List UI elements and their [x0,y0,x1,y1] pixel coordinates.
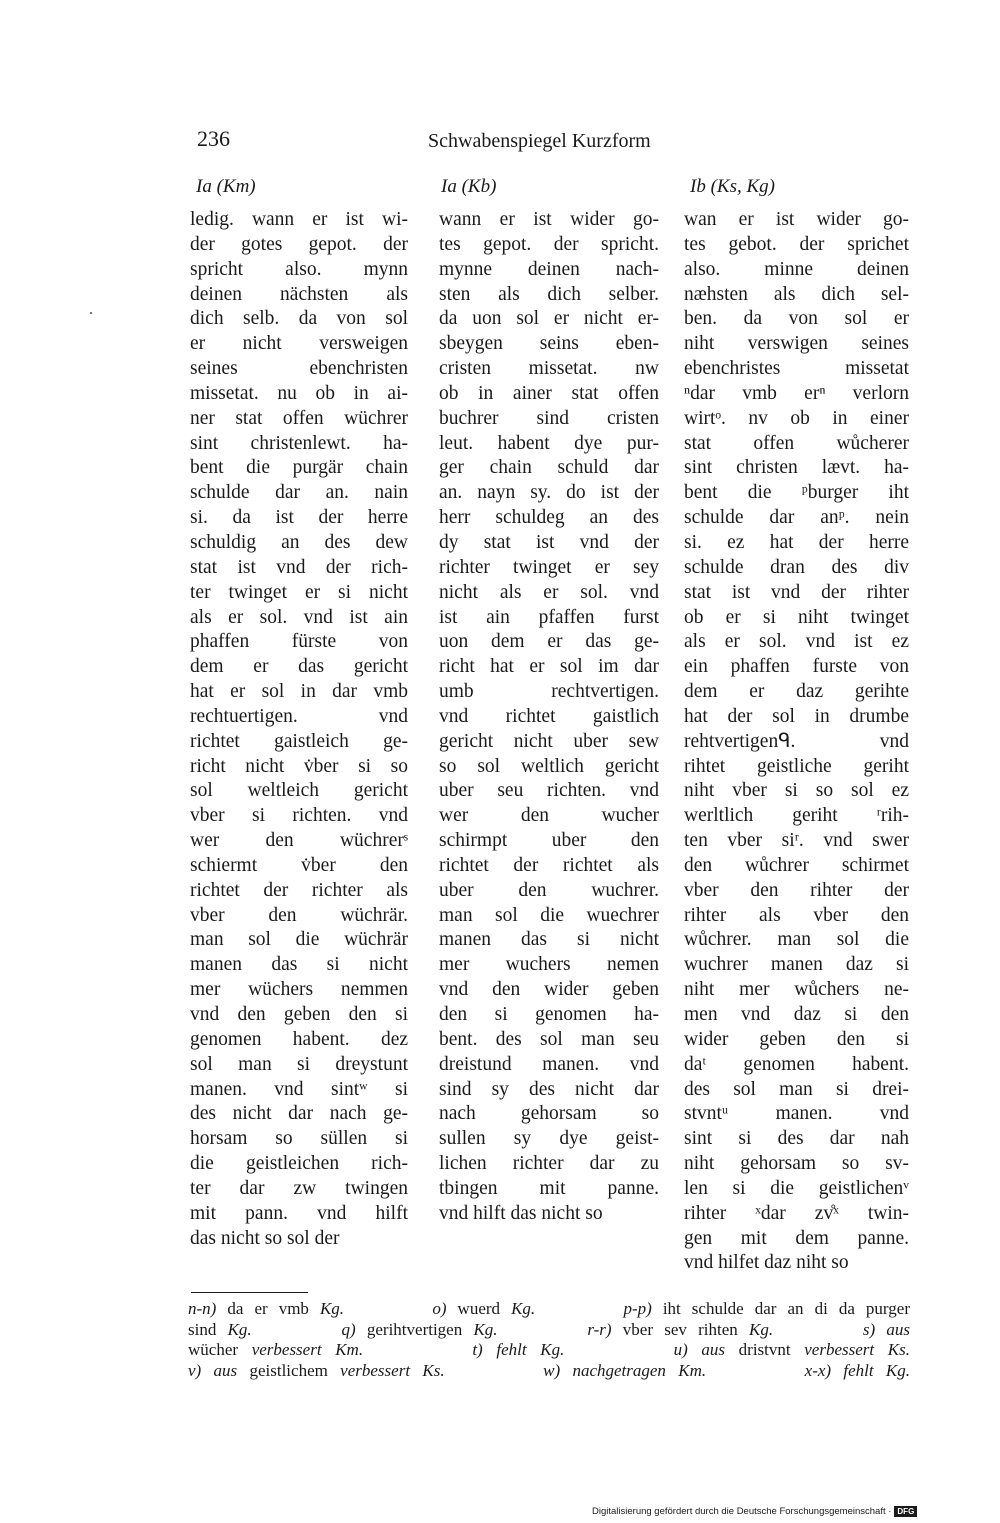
text-line: niht vber si so sol ez [684,780,909,802]
footnote-segment: Kg. [473,1319,498,1339]
text-line: ⁿdar vmb erⁿ verlorn [684,382,909,404]
text-line: er nicht versweigen [190,333,408,355]
text-line: werltlich geriht ʳrih- [684,805,909,827]
text-line: sol weltleich gericht [190,780,408,802]
footnote-segment: dristvnt [725,1340,805,1359]
text-line: deinen nächsten als [190,283,408,305]
dfg-logo: DFG [894,1506,917,1517]
column-ib-ks-kg [684,208,909,1276]
text-line: das nicht so sol der [190,1227,340,1249]
text-line: manen das si nicht [190,954,408,976]
text-line: vnd hilfet daz niht so [684,1252,849,1274]
column-heading-ia-kb: Ia (Kb) [441,176,497,197]
text-line: stat ist vnd der rihter [684,581,909,603]
page-number: 236 [197,126,230,151]
text-line: ner stat offen wüchrer [190,407,408,429]
text-line: niht mer wůchers ne- [684,979,909,1001]
text-line: si. ez hat der herre [684,531,909,553]
text-line: men vnd daz si den [684,1004,909,1025]
text-line: mer wüchers nemmen [190,979,408,1001]
footnote-rule [191,1292,308,1293]
text-line: den si genomen ha- [439,1004,659,1025]
text-line: nicht als er sol. vnd [439,581,659,603]
scan-speck [90,312,92,314]
footnote-segment: geistlichem [237,1360,341,1380]
text-line: seines ebenchristen [190,358,408,380]
text-line: sint christenlewt. ha- [190,432,408,454]
text-line: gen mit dem panne. [684,1227,909,1249]
text-line: ein phaffen furste von [684,656,909,678]
digitization-text: Digitalisierung gefördert durch die Deutsche Forschungsgemeinschaft · [592,1506,892,1517]
column-ia-kb [439,208,659,1227]
digitization-note [592,1506,917,1517]
text-line: rihter ˣdar zv̊ˣ twin- [684,1202,909,1224]
text-line: dy stat ist vnd der [439,531,659,553]
text-line: tes gepot. der spricht. [439,233,659,255]
text-line: manen. vnd sintʷ si [190,1078,408,1100]
footnote-segment: iht schulde dar an di da purger [651,1299,910,1318]
text-line: umb rechtvertigen. [439,681,659,703]
text-line: der gotes gepot. der [190,233,408,255]
text-line: schulde dar an. nain [190,482,408,504]
text-line: mer wuchers nemen [439,954,659,976]
text-line: herr schuldeg an des [439,507,659,529]
footnote-segment: vber sev rihten [611,1319,749,1339]
text-line: des sol man si drei- [684,1078,909,1100]
text-line: richt hat er sol im dar [439,656,659,678]
text-line: sint si des dar nah [684,1128,909,1150]
footnote-segment: sind [188,1319,228,1339]
text-line: richter twinget er sey [439,556,659,578]
text-line: sol man si dreystunt [190,1053,408,1075]
text-line: missetat. nu ob in ai- [190,382,408,404]
text-line: schulde dran des div [684,556,909,578]
footnote-line [188,1299,910,1320]
text-line: den wůchrer schirmet [684,854,909,876]
text-line: die geistleichen rich- [190,1153,408,1175]
text-line: richtet gaistleich ge- [190,730,408,752]
footnote-segment: q) [251,1319,356,1339]
text-line: manen das si nicht [439,929,659,951]
text-line: wan er ist wider go- [684,209,909,230]
text-line: ist ain pfaffen furst [439,606,659,628]
text-line: sten als dich selber. [439,283,659,305]
footnote-segment: Kg. [511,1299,536,1318]
text-line: wider geben den si [684,1028,909,1050]
text-line: mynne deinen nach- [439,258,659,280]
text-line: horsam so süllen si [190,1128,408,1150]
text-line: hat der sol in drumbe [684,705,909,727]
text-line: schiermt v̇ber den [190,854,408,876]
text-line: ob er si niht twinget [684,606,909,628]
text-line: wuchrer manen daz si [684,954,909,976]
text-line: ger chain schuld dar [439,457,659,479]
footnote-line [188,1320,910,1341]
footnote-segment: p-p) [535,1299,652,1318]
text-line: phaffen fürste von [190,631,408,653]
text-line: wer den wucher [439,805,659,827]
text-line: stat offen wůcherer [684,432,909,454]
text-line: dem er daz gerihte [684,681,909,703]
text-line: ebenchristes missetat [684,358,909,380]
text-line: vnd den wider geben [439,979,659,1001]
text-line: nach gehorsam so [439,1103,659,1125]
text-line: rehtvertigenᑫ. vnd [684,730,909,752]
footnote-segment: Kg. [227,1319,252,1339]
text-line: rechtuertigen. vnd [190,705,408,727]
column-ia-km [190,208,408,1251]
text-line: richtet der richtet als [439,854,659,876]
text-line: uber seu richten. vnd [439,780,659,802]
text-line: an. nayn sy. do ist der [439,482,659,504]
text-line: sint christen lævt. ha- [684,457,909,479]
text-line: als er sol. vnd ist ez [684,631,909,653]
text-line: dreistund manen. vnd [439,1053,659,1075]
footnote-line [188,1361,910,1382]
text-line: wer den wüchrerˢ [190,830,408,852]
footnote-segment: s) aus [773,1319,910,1339]
text-line: rihter als vber den [684,904,909,926]
text-line: ter twinget er si nicht [190,581,408,603]
footnotes [188,1299,910,1381]
text-line: gericht nicht uber sew [439,730,659,752]
footnote-segment: t) fehlt Kg. [363,1340,565,1359]
footnote-segment: r-r) [497,1319,612,1339]
footnote-segment: x-x) fehlt Kg. [706,1360,911,1380]
text-line: bent. des sol man seu [439,1028,659,1050]
text-line: vber si richten. vnd [190,805,408,827]
footnote-segment: w) nachgetragen Km. [444,1360,707,1380]
footnote-segment: verbessert Km. [251,1340,364,1359]
text-line: vnd richtet gaistlich [439,705,659,727]
text-line: niht gehorsam so sv- [684,1153,909,1175]
footnote-segment: v) aus [188,1360,238,1380]
text-line: man sol die wuechrer [439,904,659,926]
text-line: da uon sol er nicht er- [439,308,659,330]
text-line: daᵗ genomen habent. [684,1053,909,1075]
text-line: vber den rihter der [684,879,909,901]
text-line: bent die ᵖburger iht [684,482,909,504]
text-line: ten vber siʳ. vnd swer [684,830,909,852]
text-line: sind sy des nicht dar [439,1078,659,1100]
footnote-segment: wücher [188,1340,252,1359]
text-line: richt nicht v̇ber si so [190,755,408,777]
text-line: genomen habent. dez [190,1028,408,1050]
text-line: spricht also. mynn [190,258,408,280]
text-line: vber den wüchrär. [190,904,408,926]
text-line: ter dar zw twingen [190,1177,408,1199]
column-heading-ia-km: Ia (Km) [196,176,256,197]
text-line: niht verswigen seines [684,333,909,355]
text-line: vnd den geben den si [190,1004,408,1025]
footnote-segment: gerihtvertigen [355,1319,474,1339]
text-line: also. minne deinen [684,258,909,280]
footnote-line [188,1340,910,1361]
text-line: mit pann. vnd hilft [190,1202,408,1224]
text-line: tes gebot. der sprichet [684,233,909,255]
text-line: des nicht dar nach ge- [190,1103,408,1125]
text-line: uber den wuchrer. [439,879,659,901]
text-line: dem er das gericht [190,656,408,678]
text-line: tbingen mit panne. [439,1177,659,1199]
text-line: sbeygen seins eben- [439,333,659,355]
text-line: bent die purgär chain [190,457,408,479]
footnote-segment: o) [344,1299,447,1318]
text-line: cristen missetat. nw [439,358,659,380]
text-line: vnd hilft das nicht so [439,1202,603,1224]
text-line: man sol die wüchrär [190,929,408,951]
text-line: rihtet geistliche geriht [684,755,909,777]
column-heading-ib-ks-kg: Ib (Ks, Kg) [690,176,775,197]
text-line: ben. da von sol er [684,308,909,330]
text-line: wirtᵒ. nv ob in einer [684,407,909,429]
footnote-segment: wuerd [446,1299,512,1318]
text-line: næhsten als dich sel- [684,283,909,305]
text-line: uon dem er das ge- [439,631,659,653]
footnote-segment: n-n) [188,1299,217,1318]
text-line: schirmpt uber den [439,830,659,852]
text-line: so sol weltlich gericht [439,755,659,777]
text-line: stat ist vnd der rich- [190,556,408,578]
text-line: hat er sol in dar vmb [190,681,408,703]
text-line: stvntᵘ manen. vnd [684,1103,909,1125]
text-line: len si die geistlichenᵛ [684,1177,909,1199]
footnote-segment: da er vmb [216,1299,320,1318]
text-line: dich selb. da von sol [190,308,408,330]
footnote-segment: Kg. [748,1319,774,1339]
text-line: ledig. wann er ist wi- [190,209,408,230]
text-line: si. da ist der herre [190,507,408,529]
text-line: schulde dar anᵖ. nein [684,507,909,529]
footnote-segment: u) aus [564,1340,725,1359]
footnote-segment: verbessert Ks. [804,1340,910,1359]
text-line: buchrer sind cristen [439,407,659,429]
text-line: als er sol. vnd ist ain [190,606,408,628]
text-line: sullen sy dye geist- [439,1128,659,1150]
text-line: leut. habent dye pur- [439,432,659,454]
text-line: schuldig an des dew [190,531,408,553]
text-line: wůchrer. man sol die [684,929,909,951]
text-line: lichen richter dar zu [439,1153,659,1175]
footnote-segment: Kg. [319,1299,345,1318]
footnote-segment: verbessert Ks. [340,1360,445,1380]
running-title: Schwabenspiegel Kurzform [428,130,651,152]
text-line: wann er ist wider go- [439,209,659,230]
text-line: richtet der richter als [190,879,408,901]
text-line: ob in ainer stat offen [439,382,659,404]
